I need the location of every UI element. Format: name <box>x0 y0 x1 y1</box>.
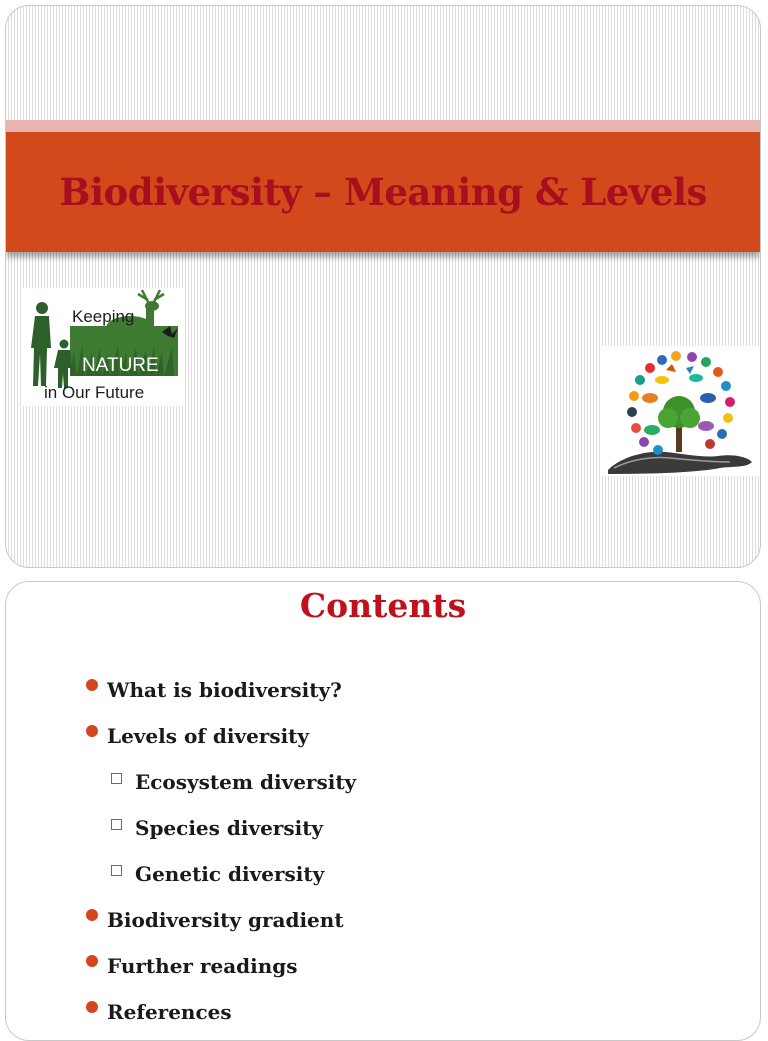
list-item <box>86 908 344 932</box>
logo-text-keeping: Keeping <box>72 307 135 326</box>
keeping-nature-logo <box>22 288 184 406</box>
list-item-label: Ecosystem diversity <box>135 770 357 794</box>
contents-heading: Contents <box>299 586 467 625</box>
title-slide <box>5 5 761 568</box>
list-item-label: What is biodiversity? <box>107 678 342 702</box>
list-item <box>86 678 342 702</box>
list-item <box>111 862 324 886</box>
list-item <box>86 724 309 748</box>
bullet-dot-icon <box>86 909 98 921</box>
logo-text-nature: NATURE <box>82 355 159 376</box>
bullet-square-icon <box>111 773 122 784</box>
bullet-square-icon <box>111 865 122 876</box>
list-item <box>86 1000 232 1024</box>
list-item-label: Biodiversity gradient <box>107 908 344 932</box>
title-bar <box>6 132 760 252</box>
list-item <box>86 954 298 978</box>
bullet-dot-icon <box>86 955 98 967</box>
list-item <box>111 770 356 794</box>
list-item-label: References <box>107 1000 232 1024</box>
list-item-label: Levels of diversity <box>107 724 310 748</box>
list-item-label: Species diversity <box>135 816 324 840</box>
bullet-dot-icon <box>86 1001 98 1013</box>
list-item-label: Genetic diversity <box>135 862 325 886</box>
list-item <box>111 816 323 840</box>
logo-text-future: in Our Future <box>44 383 145 402</box>
bullet-square-icon <box>111 819 122 830</box>
title-accent-strip <box>6 120 760 132</box>
biodiversity-globe-image <box>600 346 760 476</box>
bullet-dot-icon <box>86 679 98 691</box>
list-item-label: Further readings <box>107 954 298 978</box>
slide-title: Biodiversity – Meaning & Levels <box>59 170 707 214</box>
contents-slide <box>5 581 761 1041</box>
bullet-dot-icon <box>86 725 98 737</box>
